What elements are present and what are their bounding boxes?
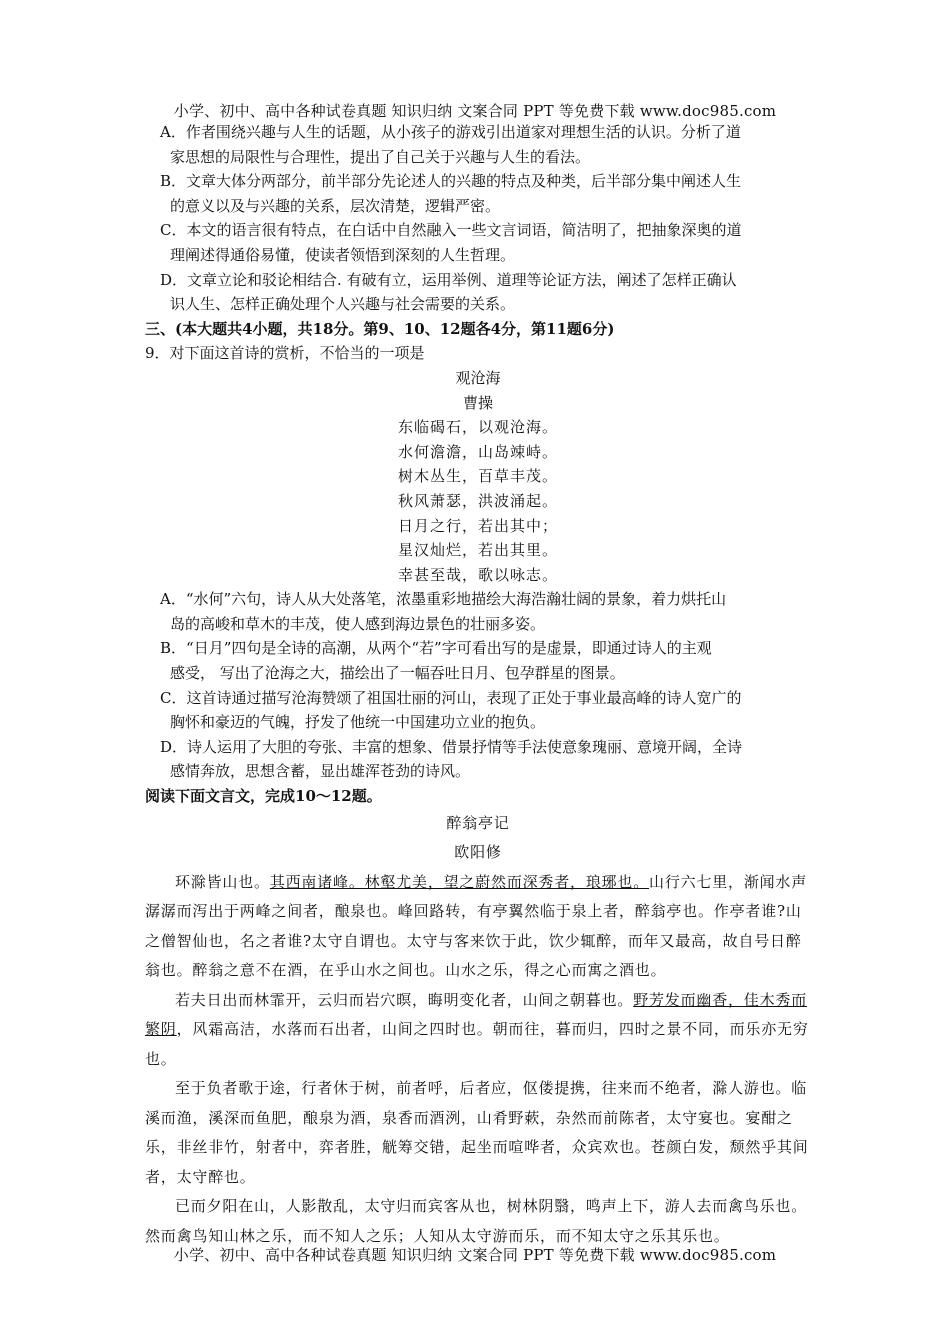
q9-option-d	[145, 735, 811, 784]
prose-author: 欧阳修	[454, 843, 502, 862]
page-content	[145, 120, 811, 1251]
q9-option-c-line2: 胸怀和豪迈的气魄，抒发了他统一中国建功立业的抱负。	[170, 713, 546, 732]
q9-option-b	[145, 636, 811, 685]
poem-line: 东临碣石，以观沧海。	[397, 418, 558, 437]
q8-option-b	[145, 169, 811, 218]
q9-option-d-line2: 感情奔放，思想含蓄，显出雄浑苍劲的诗风。	[170, 762, 471, 781]
q9-option-c-label: C．	[160, 688, 187, 707]
prose-p2-underlined: 野芳发而幽香，佳木秀而繁阴	[145, 990, 808, 1039]
section-three-heading: 三、(本大题共4小题，共18分。第9、10、12题各4分，第11题6分)	[145, 319, 615, 338]
prose-p1-underlined: 其西南诸峰。林壑尤美，望之蔚然而深秀者，琅琊也。	[269, 872, 650, 891]
prose-title: 醉翁亭记	[446, 813, 510, 832]
q8-option-d-line2: 识人生、怎样正确处理个人兴趣与社会需要的关系。	[170, 295, 516, 314]
q9-option-a-line2: 岛的高峻和草木的丰茂，使人感到海边景色的壮丽多姿。	[170, 614, 546, 633]
q9-option-b-line1: “日月”四句是全诗的高潮，从两个“若”字可看出写的是虚景，即通过诗人的主观	[186, 639, 712, 658]
q9-option-b-label: B．	[160, 639, 187, 658]
q9-options	[145, 587, 811, 784]
poem-line: 水何澹澹，山岛竦峙。	[397, 442, 558, 461]
q8-option-d-line1: D．文章立论和驳论相结合. 有破有立，运用举例、道理等论证方法，阐述了怎样正确认	[160, 270, 737, 289]
q8-option-a	[145, 120, 811, 169]
q8-option-a-line2: 家思想的局限性与合理性，提出了自己关于兴趣与人生的看法。	[170, 147, 591, 166]
prose-p2-text-b: ，风霜高洁，水落而石出者，山间之四时也。朝而往，暮而归，四时之景不同，而乐亦无穷也。	[145, 1020, 809, 1068]
poem-line: 秋风萧瑟，洪波涌起。	[397, 491, 558, 510]
q8-option-c-line1: C．本文的语言很有特点，在白话中自然融入一些文言词语，简洁明了，把抽象深奥的道	[160, 221, 742, 240]
poem-line: 日月之行，若出其中；	[397, 516, 558, 535]
q9-option-c	[145, 686, 811, 735]
q9-option-a-line1: “水何”六句，诗人从大处落笔，浓墨重彩地描绘大海浩瀚壮阔的景象，着力烘托山	[185, 590, 727, 609]
poem-author: 曹操	[462, 393, 493, 412]
prose-paragraph-1	[145, 868, 811, 986]
prose-paragraph-3: 至于负者歌于途，行者休于树，前者呼，后者应，伛偻提携，往来而不绝者，滁人游也。临溪而渔，溪深而鱼肥，酿泉为酒，泉香而酒洌，山肴野蔌，杂然而前陈者，太守宴也。宴酣之乐，非丝非竹，射者中，弈者胜，觥筹交错，起坐而喧哗者，众宾欢也。苍颜白发，颓然乎其间者，太守醉也。	[145, 1079, 809, 1186]
prose-p1-text-a: 环滁皆山也。	[175, 872, 270, 891]
poem-line: 幸甚至哉，歌以咏志。	[397, 565, 558, 584]
q8-option-b-line2: 的意义以及与兴趣的关系，层次清楚，逻辑严密。	[170, 196, 501, 215]
prose-p1-text-b: 山行六七里，渐闻水声潺潺而泻出于两峰之间者，酿泉也。峰回路转，有亭翼然临于泉上者，醉翁亭也。作亭者谁?山之僧智仙也，名之者谁?太守自谓也。太守与客来饮于此，饮少辄醉，而年又最高，故自号日醉翁也。醉翁之意不在酒，在乎山水之间也。山水之乐，得之心而寓之酒也。	[145, 872, 808, 980]
poem-line: 星汉灿烂，若出其里。	[397, 541, 558, 560]
q9-option-d-label: D．	[160, 737, 188, 756]
q8-option-a-line1: A．作者围绕兴趣与人生的话题，从小孩子的游戏引出道家对理想生活的认识。分析了道	[160, 123, 741, 141]
q8-option-d	[145, 268, 811, 317]
reading-intro: 阅读下面文言文，完成10～12题。	[145, 787, 382, 806]
q8-option-b-line1: B．文章大体分两部分，前半部分先论述人的兴趣的特点及种类，后半部分集中阐述人生	[160, 172, 742, 191]
q9-option-c-line1: 这首诗通过描写沧海赞颂了祖国壮丽的河山，表现了正处于事业最高峰的诗人宽广的	[186, 688, 742, 707]
classical-prose	[145, 809, 811, 1252]
q9-stem: 9．对下面这首诗的赏析，不恰当的一项是	[145, 344, 425, 363]
prose-paragraph-4: 已而夕阳在山，人影散乱，太守归而宾客从也，树林阴翳，鸣声上下，游人去而禽鸟乐也。然而禽鸟知山林之乐，而不知人之乐；人知从太守游而乐，而不知太守之乐其乐也。	[145, 1197, 808, 1245]
q8-option-c-line2: 理阐述得通俗易懂，使读者领悟到深刻的人生哲理。	[170, 245, 516, 264]
q9-option-a-label: A．	[160, 590, 186, 609]
poem	[145, 366, 811, 587]
q9-option-d-line1: 诗人运用了大胆的夸张、丰富的想象、借景抒情等手法使意象瑰丽、意境开阔，全诗	[187, 737, 743, 756]
page-header: 小学、初中、高中各种试卷真题 知识归纳 文案合同 PPT 等免费下载 www.doc985.com	[173, 102, 777, 120]
poem-line: 树木丛生，百草丰茂。	[397, 467, 558, 486]
q9-option-b-line2: 感受， 写出了沧海之大，描绘出了一幅吞吐日月、包孕群星的图景。	[170, 664, 625, 683]
q8-option-c	[145, 218, 811, 267]
q8-options	[145, 120, 811, 317]
page-footer: 小学、初中、高中各种试卷真题 知识归纳 文案合同 PPT 等免费下载 www.doc985.com	[173, 1246, 777, 1264]
prose-p2-text-a: 若夫日出而林霏开，云归而岩穴暝，晦明变化者，山间之朝暮也。	[175, 990, 634, 1009]
poem-title: 观沧海	[455, 368, 501, 387]
q9-option-a	[145, 587, 811, 636]
prose-paragraph-2	[145, 986, 811, 1075]
